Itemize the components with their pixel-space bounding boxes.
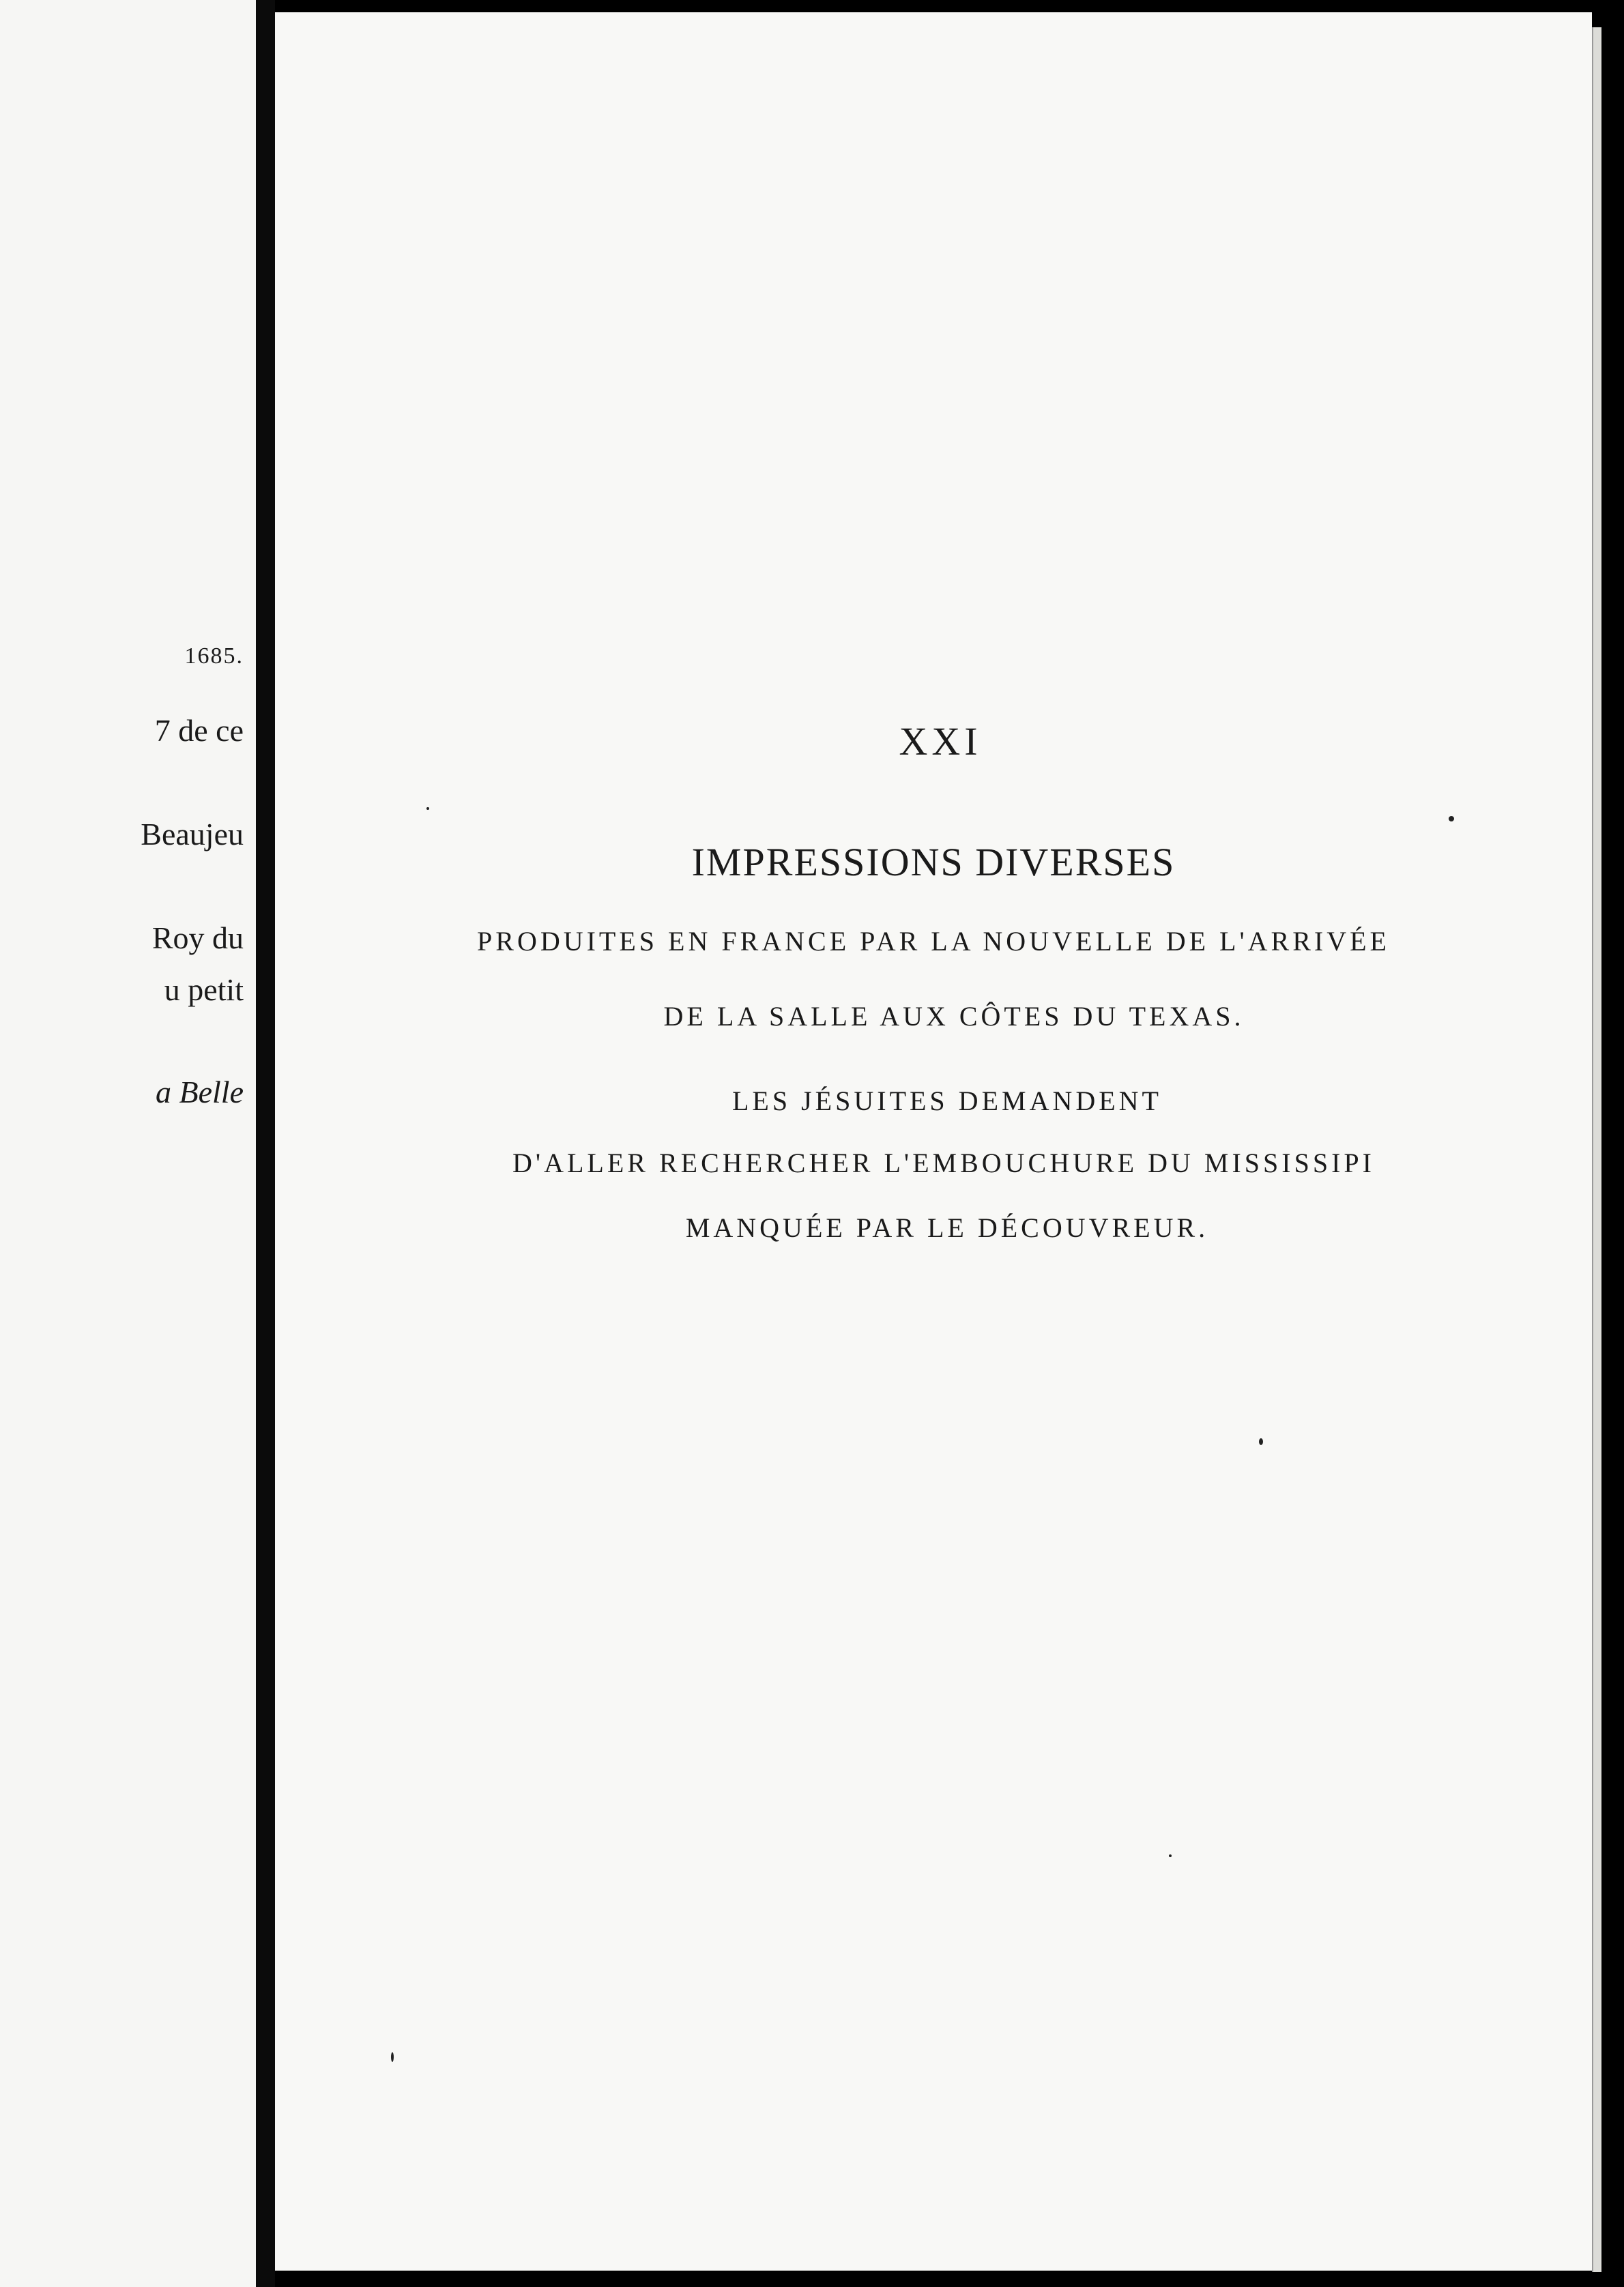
chapter-subtitle-line: D'ALLER RECHERCHER L'EMBOUCHURE DU MISSISSIPI [512,1148,1375,1178]
scan-speck [1169,1854,1172,1857]
chapter-subtitle-line: PRODUITES EN FRANCE PAR LA NOUVELLE DE L'ARRIVÉE [477,926,1390,957]
page-edge [1592,27,1601,2272]
scan-speck [1449,816,1454,821]
left-page-line: a Belle [156,1075,244,1109]
chapter-number: XXI [899,719,982,763]
scan-speck [426,807,429,810]
scan-speck [391,2052,394,2062]
left-page-fragment [0,0,256,2287]
left-page-year: 1685. [184,643,244,669]
chapter-title: IMPRESSIONS DIVERSES [691,840,1176,884]
chapter-subtitle-line: DE LA SALLE AUX CÔTES DU TEXAS. [663,1001,1245,1032]
left-page-line: Beaujeu [141,817,244,851]
left-page-line: u petit [164,972,244,1007]
book-gutter [256,0,275,2287]
chapter-subtitle-line: LES JÉSUITES DEMANDENT [732,1086,1162,1116]
right-page [275,12,1592,2271]
scan-speck [1259,1438,1263,1445]
chapter-subtitle-line: MANQUÉE PAR LE DÉCOUVREUR. [685,1212,1209,1243]
left-page-line: 7 de ce [154,713,244,748]
left-page-line: Roy du [151,920,244,955]
